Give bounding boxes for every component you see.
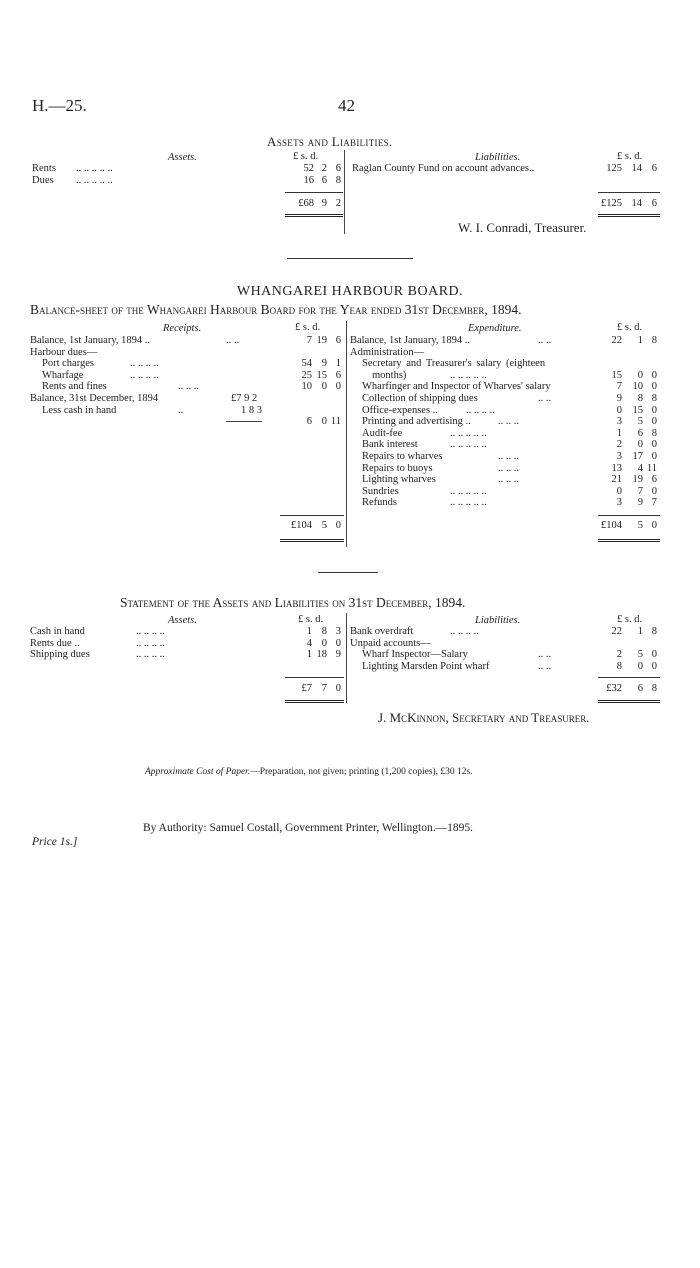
shillings-value: 15 [632, 404, 643, 416]
table-row [350, 474, 660, 486]
row-label: Port charges [42, 358, 95, 370]
pounds-value: £104 [291, 520, 312, 531]
table-row [350, 463, 660, 475]
leader-dots: .. .. .. [178, 381, 199, 393]
statement-title: Statement of the Assets and Liabilities on 31st December, 1894. [120, 595, 466, 610]
leader-dots: .. .. .. .. .. [450, 497, 487, 509]
pounds-value: 3 [616, 450, 622, 462]
pounds-value: 3 [616, 416, 622, 428]
shillings-value: 7 [637, 485, 643, 497]
pounds-value: £7 [301, 683, 312, 694]
pence-value: 0 [335, 637, 341, 649]
pounds-value: 4 [306, 637, 312, 649]
pence-value: 6 [335, 163, 341, 174]
table-row [350, 626, 660, 638]
raglan-liabilities-total [352, 198, 660, 210]
board-title: WHANGAREI HARBOUR BOARD. [236, 284, 464, 299]
pence-value: 8 [651, 392, 657, 404]
receipts-table [30, 335, 344, 428]
row-label: Harbour dues— [30, 346, 98, 358]
leader-dots: .. .. .. .. [136, 637, 165, 649]
pence-value: 9 [335, 649, 341, 661]
total-double-rule [285, 214, 343, 217]
section-title-assets-liabilities: Assets and Liabilities. [267, 134, 393, 149]
leader-dots: .. .. .. [498, 450, 519, 462]
leader-dots: .. .. [538, 660, 552, 672]
pounds-value: 2 [616, 649, 622, 661]
shillings-value: 18 [316, 649, 327, 661]
shillings-value: 5 [321, 520, 327, 531]
table-row [30, 370, 344, 382]
pence-value: 0 [651, 404, 657, 416]
pence-value: 0 [651, 450, 657, 462]
table-row [350, 661, 660, 673]
cost-label: Approximate Cost of Paper. [145, 767, 251, 777]
leader-dots: .. .. [538, 392, 552, 404]
currency-heading: £ s. d. [295, 322, 321, 333]
row-label: Collection of shipping dues [362, 392, 478, 404]
expenditure-total [350, 520, 660, 532]
shillings-value: 0 [637, 439, 643, 451]
pence-value: 8 [651, 626, 657, 637]
raglan-liabilities-table [352, 163, 660, 175]
leader-dots: .. .. .. .. [130, 358, 159, 370]
leader-dots: .. .. .. .. .. [76, 163, 113, 174]
row-label: Wharfage [42, 369, 84, 381]
table-row [350, 416, 660, 428]
row-label: Lighting wharves [362, 474, 436, 486]
table-row [350, 428, 660, 440]
table-row [30, 393, 344, 405]
table-row [350, 649, 660, 661]
row-label: Dues [32, 174, 54, 186]
liabilities-heading: Liabilities. [475, 615, 521, 626]
total-row [30, 683, 344, 695]
shillings-value: 8 [321, 626, 327, 637]
pence-value: 0 [651, 369, 657, 381]
pounds-value: 15 [611, 369, 622, 381]
pounds-value: £104 [601, 520, 622, 531]
pence-value: 11 [330, 416, 341, 428]
pence-value: 0 [651, 416, 657, 428]
row-label: Shipping dues [30, 649, 90, 661]
table-row [32, 175, 344, 187]
total-double-rule [285, 700, 344, 703]
pounds-value: 16 [303, 174, 314, 186]
row-label: Rents and fines [42, 381, 107, 393]
subtotal-value: £7 9 2 [231, 392, 258, 404]
pence-value: 7 [651, 497, 657, 509]
shillings-value: 0 [321, 416, 327, 428]
total-rule [285, 677, 344, 678]
row-label: Balance, 31st December, 1894 [30, 392, 159, 404]
shillings-value: 0 [637, 369, 643, 381]
table-row [350, 347, 660, 359]
leader-dots: .. .. .. [498, 462, 519, 474]
statement-assets-table [30, 626, 344, 661]
table-row [30, 416, 344, 428]
shillings-value: 4 [637, 462, 643, 474]
table-row [350, 638, 660, 650]
pence-value: 6 [651, 163, 657, 174]
shillings-value: 0 [321, 637, 327, 649]
pence-value: 0 [651, 660, 657, 672]
shillings-value: 14 [631, 163, 642, 174]
pence-value: 8 [651, 335, 657, 346]
total-double-rule [598, 214, 660, 217]
pence-value: 8 [651, 683, 657, 694]
table-row [350, 405, 660, 417]
signature-text: W. I. Conradi, Treasurer. [458, 220, 587, 235]
authority-line: By Authority: Samuel Costall, Government Printer, Wellington.—1895. [143, 822, 473, 834]
cost-note [145, 767, 473, 777]
table-row [350, 393, 660, 405]
subtotal-value: 1 8 3 [241, 404, 262, 416]
total-rule [285, 192, 343, 193]
pounds-value: 10 [301, 381, 312, 393]
currency-heading: £ s. d. [298, 614, 324, 625]
assets-heading: Assets. [168, 615, 197, 626]
page-number: 42 [338, 96, 355, 115]
shillings-value: 17 [632, 450, 643, 462]
pence-value: 8 [651, 427, 657, 439]
pounds-value: 0 [616, 404, 622, 416]
pence-value: 0 [651, 520, 657, 531]
expenditure-heading: Expenditure. [468, 323, 522, 334]
table-row [30, 649, 344, 661]
pence-value: 1 [335, 358, 341, 370]
pounds-value: 9 [616, 392, 622, 404]
table-row [350, 370, 660, 382]
table-row [350, 486, 660, 498]
table-row [32, 163, 344, 175]
shillings-value: 14 [631, 198, 642, 209]
leader-dots: .. .. .. [498, 474, 519, 486]
pence-value: 6 [335, 369, 341, 381]
leader-dots: .. .. .. .. .. [450, 427, 487, 439]
expenditure-table [350, 335, 660, 509]
total-double-rule [280, 539, 344, 542]
total-row [352, 198, 660, 210]
pounds-value: 125 [606, 163, 622, 174]
row-label: months) [372, 369, 407, 381]
currency-heading: £ s. d. [617, 322, 643, 333]
statement-liabilities-total [350, 683, 660, 695]
price: Price 1s.] [32, 836, 78, 848]
pounds-value: 1 [306, 626, 312, 637]
total-row [350, 683, 660, 695]
leader-dots: .. .. .. .. .. [450, 485, 487, 497]
table-row [350, 358, 660, 370]
leader-dots: .. [178, 404, 184, 416]
pounds-value: 6 [306, 416, 312, 428]
table-row [350, 451, 660, 463]
total-rule [598, 515, 660, 516]
leader-dots: .. .. .. [498, 416, 519, 428]
row-label: Lighting Marsden Point wharf [362, 660, 490, 672]
currency-heading: £ s. d. [293, 151, 319, 162]
shillings-value: 0 [637, 660, 643, 672]
pence-value: 6 [651, 198, 657, 209]
row-label: Repairs to wharves [362, 450, 443, 462]
signature-raglan [458, 220, 586, 236]
row-label: Sundries [362, 485, 399, 497]
pence-value: 0 [335, 520, 341, 531]
pounds-value: 2 [616, 439, 622, 451]
pounds-value: £125 [601, 198, 622, 209]
row-label: Less cash in hand [42, 404, 117, 416]
pounds-value: 52 [303, 163, 314, 174]
pounds-value: £32 [606, 683, 622, 694]
shillings-value: 6 [321, 174, 327, 186]
table-row [352, 163, 660, 175]
balance-sheet-title: Balance-sheet of the Whangarei Harbour Board for the Year ended 31st December, 1894. [30, 302, 522, 317]
shillings-value: 9 [637, 497, 643, 509]
total-rule [280, 515, 344, 516]
pence-value: 8 [335, 174, 341, 186]
pounds-value: 1 [616, 427, 622, 439]
assets-heading: Assets. [168, 152, 197, 163]
shillings-value: 19 [632, 474, 643, 486]
shillings-value: 5 [637, 416, 643, 428]
row-label: Bank overdraft [350, 626, 414, 637]
table-row [30, 405, 344, 417]
row-label: Rents due .. [30, 637, 80, 649]
row-label: Cash in hand [30, 626, 85, 637]
pounds-value: 21 [611, 474, 622, 486]
pounds-value: 0 [616, 485, 622, 497]
table-row [30, 381, 344, 393]
pounds-value: 3 [616, 497, 622, 509]
table-row [30, 626, 344, 638]
table-row [350, 497, 660, 509]
row-label: Balance, 1st January, 1894 .. [30, 335, 151, 346]
pence-value: 2 [335, 198, 341, 209]
leader-dots: .. .. [538, 649, 552, 661]
pounds-value: 8 [616, 660, 622, 672]
total-row [32, 198, 344, 210]
raglan-assets-table [32, 163, 344, 186]
row-label: Unpaid accounts— [350, 637, 431, 649]
table-row [30, 347, 344, 359]
shillings-value: 2 [321, 163, 327, 174]
shillings-value: 8 [637, 392, 643, 404]
shillings-value: 1 [637, 626, 643, 637]
leader-dots: .. .. .. .. .. [450, 439, 487, 451]
document-reference: H.—25. [32, 96, 87, 115]
row-label: Repairs to buoys [362, 462, 433, 474]
shillings-value: 6 [637, 427, 643, 439]
total-row [30, 520, 344, 532]
pounds-value: 13 [611, 462, 622, 474]
shillings-value: 9 [321, 358, 327, 370]
row-label: Administration— [350, 346, 425, 358]
leader-dots: .. .. .. .. [130, 369, 159, 381]
currency-heading: £ s. d. [617, 151, 643, 162]
shillings-value: 5 [637, 520, 643, 531]
column-divider [346, 613, 347, 703]
table-row [350, 335, 660, 347]
signature-mckinnon: J. McKinnon, Secretary and Treasurer. [378, 710, 590, 725]
pounds-value: 1 [306, 649, 312, 661]
table-row [30, 335, 344, 347]
leader-dots: .. .. .. .. .. [76, 174, 113, 186]
table-row [30, 638, 344, 650]
row-label: Secretary and Treasurer's salary (eighteen [362, 358, 546, 370]
pence-value: 0 [651, 439, 657, 451]
leader-dots: .. .. .. .. [450, 626, 479, 637]
pounds-value: 22 [611, 335, 622, 346]
shillings-value: 7 [321, 683, 327, 694]
table-row [30, 358, 344, 370]
shillings-value: 19 [316, 335, 327, 346]
pounds-value: 25 [301, 369, 312, 381]
leader-dots: .. .. .. .. [136, 626, 165, 637]
table-row [350, 439, 660, 451]
total-rule [598, 192, 660, 193]
pounds-value: £68 [298, 198, 314, 209]
pence-value: 0 [651, 381, 657, 393]
receipts-heading: Receipts. [163, 323, 202, 334]
row-label: Bank interest [362, 439, 418, 451]
row-label: Audit-fee [362, 427, 403, 439]
section-separator [318, 572, 378, 573]
section-separator [287, 258, 413, 259]
shillings-value: 6 [637, 683, 643, 694]
shillings-value: 9 [321, 198, 327, 209]
pounds-value: 22 [611, 626, 622, 637]
table-row [350, 381, 660, 393]
column-divider [346, 321, 347, 547]
row-label: Wharfinger and Inspector of Wharves' salary [362, 381, 551, 393]
row-label: Printing and advertising .. [362, 416, 471, 428]
total-double-rule [598, 700, 660, 703]
leader-dots: .. .. .. .. [136, 649, 165, 661]
pounds-value: 7 [306, 335, 312, 346]
pence-value: 6 [335, 335, 341, 346]
leader-dots: .. .. [226, 335, 240, 346]
row-label: Raglan County Fund on account advances.. [352, 163, 535, 174]
statement-assets-total [30, 683, 344, 695]
row-label: Office-expenses .. [362, 404, 438, 416]
total-row [350, 520, 660, 532]
pence-value: 0 [335, 381, 341, 393]
pounds-value: 7 [616, 381, 622, 393]
pence-value: 6 [651, 474, 657, 486]
liabilities-heading: Liabilities. [475, 152, 521, 163]
pence-value: 0 [651, 649, 657, 661]
shillings-value: 1 [637, 335, 643, 346]
row-label: Rents [32, 163, 56, 174]
column-divider [344, 150, 345, 234]
total-rule [598, 677, 660, 678]
shillings-value: 10 [632, 381, 643, 393]
subtotal-rule [226, 421, 262, 422]
row-label: Wharf Inspector—Salary [362, 649, 468, 661]
leader-dots: .. .. .. .. [466, 404, 495, 416]
statement-liabilities-table [350, 626, 660, 672]
row-label: Refunds [362, 497, 397, 509]
shillings-value: 0 [321, 381, 327, 393]
shillings-value: 15 [316, 369, 327, 381]
pence-value: 11 [646, 462, 657, 474]
shillings-value: 5 [637, 649, 643, 661]
total-double-rule [598, 539, 660, 542]
pence-value: 0 [651, 485, 657, 497]
receipts-total [30, 520, 344, 532]
pounds-value: 54 [301, 358, 312, 370]
leader-dots: .. .. .. .. .. [450, 369, 487, 381]
row-label: Balance, 1st January, 1894 .. [350, 335, 471, 346]
raglan-assets-total [32, 198, 344, 210]
pence-value: 0 [335, 683, 341, 694]
cost-text: —Preparation, not given; printing (1,200 copies), £30 12s. [250, 767, 473, 777]
leader-dots: .. .. [538, 335, 552, 346]
pence-value: 3 [335, 626, 341, 637]
currency-heading: £ s. d. [617, 614, 643, 625]
